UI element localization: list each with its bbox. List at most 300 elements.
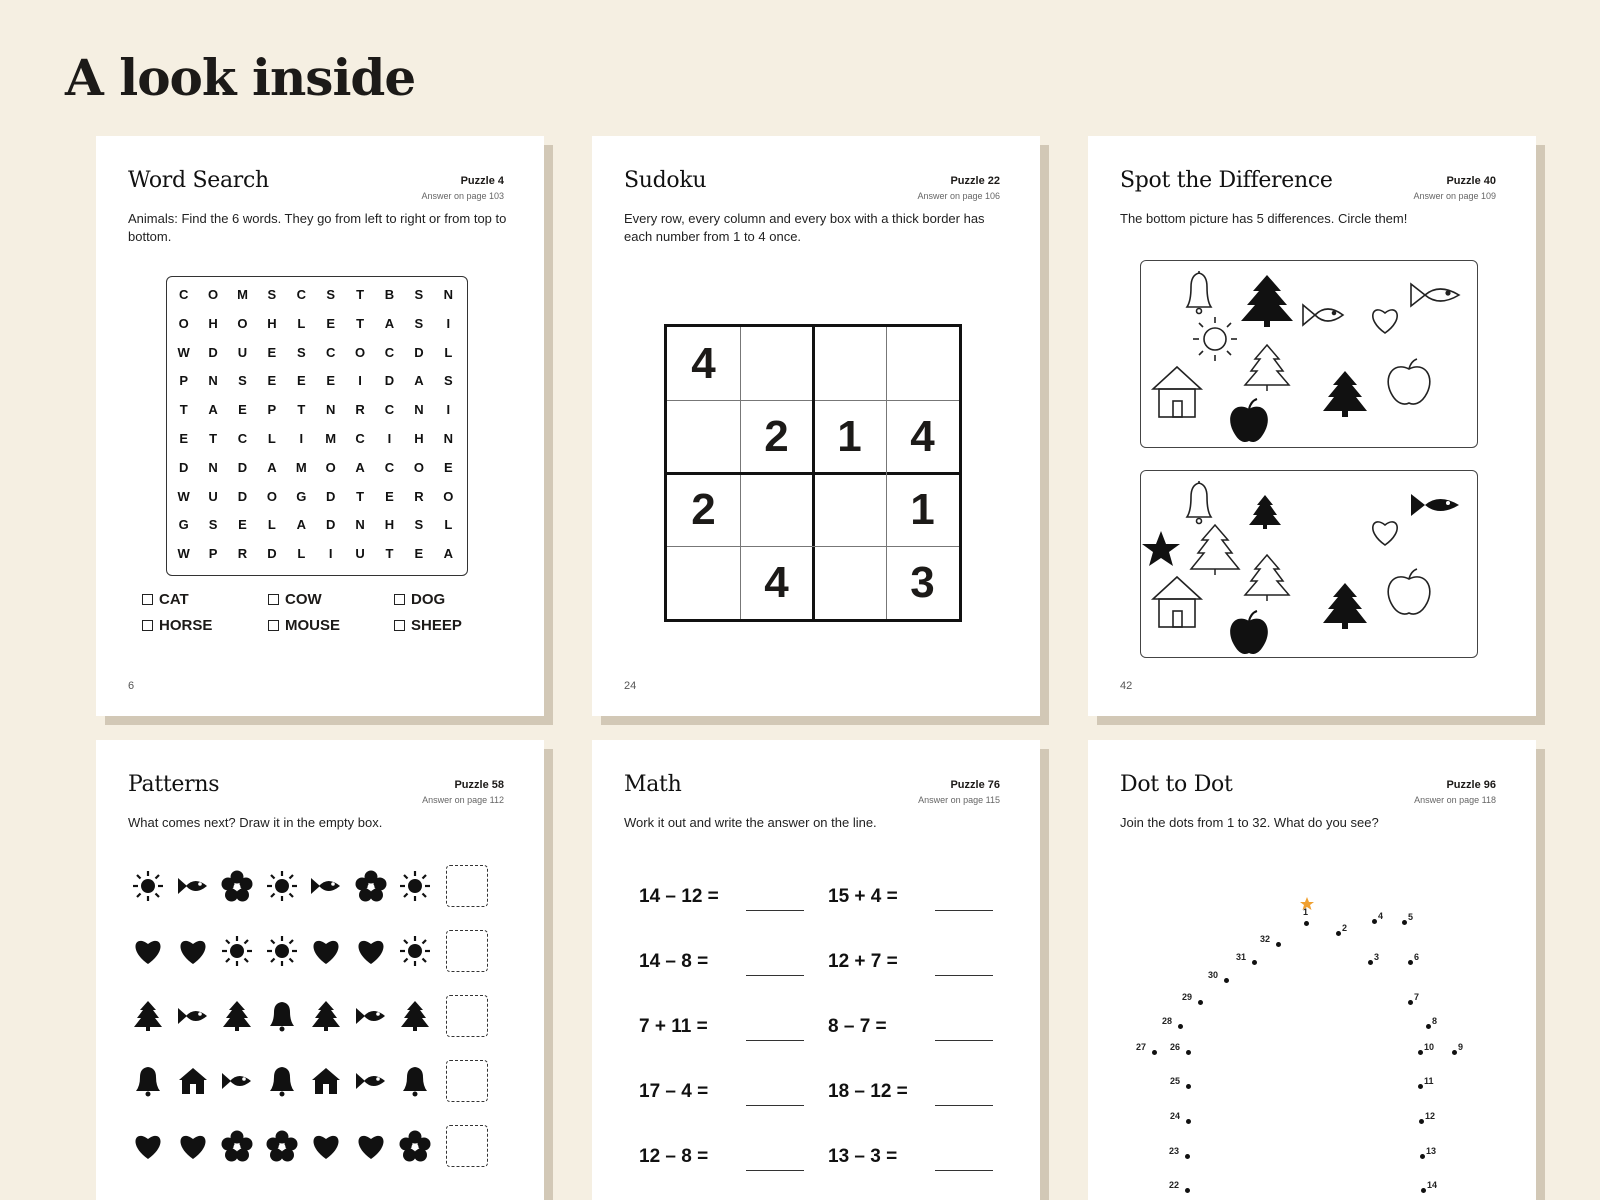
dot-label: 14: [1427, 1180, 1438, 1190]
answer-line[interactable]: [746, 975, 804, 976]
fish-icon: [355, 1065, 387, 1097]
dot: [1372, 919, 1377, 924]
grid-letter: L: [444, 517, 453, 533]
grid-letter: C: [296, 287, 306, 302]
dot-label: 30: [1208, 970, 1219, 980]
answer-line[interactable]: [935, 1170, 993, 1171]
sudoku-cell[interactable]: [740, 327, 813, 400]
dot-label: 11: [1424, 1076, 1434, 1086]
math-problem: 8 – 7 =: [828, 1016, 887, 1037]
dot-label: 12: [1425, 1111, 1436, 1121]
grid-letter: T: [385, 546, 394, 562]
tree-icon: [1191, 525, 1239, 575]
bell-icon: [266, 1065, 298, 1097]
grid-letter: E: [443, 459, 453, 475]
sudoku-cell[interactable]: [667, 400, 740, 473]
grid-letter: R: [414, 488, 424, 504]
grid-letter: L: [444, 344, 453, 360]
grid-letter: E: [267, 344, 277, 360]
dot: [1418, 1050, 1423, 1055]
puzzle-number: Puzzle 58: [454, 779, 504, 791]
dot: [1185, 1154, 1190, 1159]
grid-letter: O: [178, 315, 189, 331]
grid-letter: T: [297, 402, 306, 418]
sudoku-cell[interactable]: [667, 546, 740, 619]
math-problem: 13 – 3 =: [828, 1146, 898, 1167]
dot-label: 23: [1169, 1146, 1180, 1156]
grid-letter: S: [238, 373, 247, 389]
answer-line[interactable]: [935, 1040, 993, 1041]
dot: [1419, 1119, 1424, 1124]
grid-letter: D: [384, 373, 395, 389]
dot-label: 6: [1414, 952, 1420, 962]
word-label: CAT: [159, 591, 189, 608]
sudoku-cell[interactable]: [813, 473, 886, 546]
puzzle-number: Puzzle 4: [460, 175, 504, 187]
answer-box[interactable]: [446, 865, 488, 907]
grid-letter: S: [267, 287, 277, 302]
instructions: What comes next? Draw it in the empty box.: [128, 815, 383, 830]
instructions: Join the dots from 1 to 32. What do you see?: [1120, 815, 1379, 830]
dot: [1186, 1050, 1191, 1055]
sudoku-cell[interactable]: [813, 546, 886, 619]
grid-row: [167, 489, 467, 509]
answer-line[interactable]: [935, 910, 993, 911]
tree-icon: [310, 1000, 342, 1032]
grid-letter: T: [356, 488, 365, 504]
dot: [1186, 1084, 1191, 1089]
apple-icon: [1230, 611, 1268, 654]
dot: [1186, 1119, 1191, 1124]
grid-letter: T: [356, 315, 365, 331]
grid-letter: P: [208, 546, 218, 562]
word-checkbox[interactable]: [142, 620, 153, 631]
grid-letter: U: [355, 546, 365, 562]
bell-icon: [132, 1065, 164, 1097]
house-icon: [177, 1065, 209, 1097]
grid-letter: W: [177, 344, 190, 360]
grid-letter: S: [414, 315, 424, 331]
pattern-row: [132, 864, 492, 908]
pattern-row: [132, 1059, 492, 1103]
heart-icon: [1373, 522, 1397, 545]
page-number: 6: [128, 680, 135, 692]
grid-letter: E: [238, 402, 247, 418]
sudoku-cell: 2: [764, 411, 789, 461]
grid-letter: E: [326, 315, 336, 331]
grid-letter: C: [237, 431, 248, 446]
grid-letter: L: [297, 315, 306, 331]
grid-letter: D: [414, 344, 424, 360]
grid-letter: E: [296, 373, 306, 389]
tree-icon: [221, 1000, 253, 1032]
card-patterns: [96, 740, 544, 1200]
dot-label: 13: [1426, 1146, 1437, 1156]
grid-row: [167, 287, 467, 307]
dot-label: 7: [1414, 992, 1420, 1002]
heart-icon: [355, 1130, 387, 1162]
grid-letter: D: [208, 344, 218, 360]
dot: [1252, 960, 1257, 965]
pattern-row: [132, 1124, 492, 1168]
grid-letter: A: [355, 459, 365, 475]
grid-letter: I: [446, 402, 451, 418]
instructions: The bottom picture has 5 differences. Circle them!: [1120, 211, 1408, 226]
bottom-picture: [1140, 470, 1478, 658]
answer-page: Answer on page 112: [422, 795, 504, 805]
grid-letter: A: [267, 459, 277, 475]
sudoku-cell: 3: [910, 557, 935, 607]
grid-letter: D: [267, 546, 277, 562]
flower-icon: [221, 1130, 253, 1162]
dot: [1336, 931, 1341, 936]
dot-label: 27: [1136, 1042, 1147, 1052]
grid-letter: A: [443, 546, 453, 562]
grid-letter: U: [237, 344, 248, 360]
card-word-search: [96, 136, 544, 716]
page-number: 42: [1120, 680, 1133, 692]
fish-icon: [1411, 284, 1459, 306]
grid-letter: H: [208, 315, 218, 331]
grid-letter: E: [179, 431, 189, 446]
dot-label: 22: [1169, 1180, 1180, 1190]
heart-icon: [132, 1130, 164, 1162]
grid-letter: N: [414, 402, 424, 418]
dot: [1408, 960, 1413, 965]
tree-icon: [1245, 345, 1289, 391]
sun-icon: [399, 935, 431, 967]
grid-letter: C: [384, 402, 395, 418]
grid-row: [167, 431, 467, 451]
grid-letter: P: [179, 373, 189, 389]
grid-row: [167, 373, 467, 393]
word-item: [268, 617, 340, 634]
grid-letter: L: [267, 431, 276, 446]
dot-label: 4: [1378, 911, 1384, 921]
grid-letter: W: [177, 488, 190, 504]
answer-box[interactable]: [446, 930, 488, 972]
fish-icon: [177, 870, 209, 902]
puzzle-number: Puzzle 22: [950, 175, 1000, 187]
word-item: [142, 591, 189, 608]
fish-icon: [1303, 305, 1343, 325]
grid-letter: D: [237, 459, 248, 475]
grid-letter: O: [208, 287, 219, 302]
dot-label: 31: [1236, 952, 1247, 962]
answer-line[interactable]: [935, 975, 993, 976]
dot-label: 28: [1162, 1016, 1173, 1026]
grid-letter: L: [297, 546, 306, 562]
instructions: Work it out and write the answer on the line.: [624, 815, 877, 830]
grid-letter: T: [209, 431, 218, 446]
heart-icon: [177, 935, 209, 967]
dot: [1276, 942, 1281, 947]
grid-letter: A: [208, 402, 218, 418]
grid-letter: O: [355, 344, 366, 360]
grid-letter: A: [414, 373, 424, 389]
grid-row: [167, 402, 467, 422]
card-title: Spot the Difference: [1120, 168, 1333, 193]
sun-icon: [399, 870, 431, 902]
math-problem: 14 – 12 =: [639, 886, 719, 907]
dot: [1198, 1000, 1203, 1005]
dot-label: 29: [1182, 992, 1193, 1002]
grid-letter: M: [295, 459, 307, 475]
grid-letter: O: [413, 459, 424, 475]
grid-letter: D: [237, 488, 248, 504]
sun-icon: [132, 870, 164, 902]
dot: [1421, 1188, 1426, 1193]
sudoku-cell: 4: [691, 338, 716, 388]
word-item: [142, 617, 212, 634]
grid-letter: O: [266, 488, 277, 504]
math-problem: 17 – 4 =: [639, 1081, 709, 1102]
word-checkbox[interactable]: [142, 594, 153, 605]
word-item: [268, 591, 322, 608]
tree-icon: [399, 1000, 431, 1032]
page-title: A look inside: [65, 48, 416, 107]
dot-label: 9: [1458, 1042, 1464, 1052]
answer-line[interactable]: [746, 910, 804, 911]
dot-label: 25: [1170, 1076, 1181, 1086]
card-dot-to-dot: [1088, 740, 1536, 1200]
page-number: 24: [624, 680, 637, 692]
fish-icon: [355, 1000, 387, 1032]
top-picture: [1140, 260, 1478, 448]
grid-row: [167, 517, 467, 537]
flower-icon: [266, 1130, 298, 1162]
answer-line[interactable]: [935, 1105, 993, 1106]
math-problem: 7 + 11 =: [639, 1016, 708, 1037]
bell-icon: [399, 1065, 431, 1097]
grid-letter: W: [177, 546, 190, 562]
dot-label: 8: [1432, 1016, 1438, 1026]
flower-icon: [399, 1130, 431, 1162]
grid-letter: S: [326, 287, 336, 302]
grid-letter: T: [179, 402, 188, 418]
dot: [1418, 1084, 1423, 1089]
card-title: Dot to Dot: [1120, 772, 1233, 797]
grid-letter: C: [326, 344, 336, 360]
grid-letter: N: [208, 373, 218, 389]
dot-label: 2: [1342, 923, 1348, 933]
grid-letter: O: [443, 488, 454, 504]
tree-icon: [1323, 583, 1367, 629]
math-problem: 18 – 12 =: [828, 1081, 908, 1102]
grid-letter: C: [384, 459, 395, 475]
word-checkbox[interactable]: [268, 594, 279, 605]
fish-icon: [177, 1000, 209, 1032]
grid-row: [167, 316, 467, 336]
grid-letter: B: [384, 287, 395, 302]
word-label: DOG: [411, 591, 446, 608]
grid-letter: R: [237, 546, 248, 562]
dot: [1368, 960, 1373, 965]
star-icon: [1142, 531, 1180, 566]
grid-letter: N: [443, 287, 453, 302]
answer-box[interactable]: [446, 1060, 488, 1102]
dot-label: 24: [1170, 1111, 1181, 1121]
apple-icon: [1388, 569, 1430, 614]
card-title: Math: [624, 772, 682, 797]
puzzle-number: Puzzle 96: [1446, 779, 1496, 791]
grid-letter: I: [446, 315, 451, 331]
grid-letter: H: [267, 315, 277, 331]
instructions: Animals: Find the 6 words. They go from left to right or from top to bottom.: [128, 211, 507, 244]
word-checkbox[interactable]: [394, 594, 405, 605]
answer-line[interactable]: [746, 1105, 804, 1106]
sudoku-cell: 4: [764, 557, 789, 607]
grid-letter: I: [299, 431, 304, 446]
math-problem: 12 + 7 =: [828, 951, 898, 972]
word-label: SHEEP: [411, 617, 462, 634]
grid-letter: T: [356, 287, 365, 302]
grid-letter: N: [443, 431, 453, 446]
grid-row: [167, 460, 467, 480]
heart-icon: [1373, 310, 1397, 333]
grid-letter: E: [238, 517, 247, 533]
math-problem: 12 – 8 =: [639, 1146, 709, 1167]
puzzle-number: Puzzle 76: [950, 779, 1000, 791]
pattern-row: [132, 929, 492, 973]
word-item: [394, 591, 445, 608]
dot-label: 5: [1408, 912, 1414, 922]
word-item: [394, 617, 462, 634]
dot-label: 1: [1303, 907, 1309, 917]
heart-icon: [177, 1130, 209, 1162]
fish-icon: [310, 870, 342, 902]
grid-letter: I: [328, 546, 333, 562]
heart-icon: [355, 935, 387, 967]
answer-line[interactable]: [746, 1040, 804, 1041]
word-label: COW: [285, 591, 322, 608]
house-icon: [1153, 577, 1201, 627]
dot: [1408, 1000, 1413, 1005]
grid-letter: O: [237, 315, 248, 331]
instructions: Every row, every column and every box with a thick border has each number from 1 to 4 once.: [624, 211, 985, 244]
answer-line[interactable]: [746, 1170, 804, 1171]
sudoku-cell[interactable]: [740, 473, 813, 546]
grid-letter: E: [326, 373, 336, 389]
heart-icon: [310, 1130, 342, 1162]
grid-letter: S: [414, 517, 424, 533]
card-spot-difference: [1088, 136, 1536, 716]
dot: [1426, 1024, 1431, 1029]
grid-letter: O: [325, 459, 336, 475]
card-title: Patterns: [128, 772, 220, 797]
tree-icon: [1241, 275, 1293, 327]
grid-row: [167, 345, 467, 365]
dot-label: 32: [1260, 934, 1271, 944]
card-math: [592, 740, 1040, 1200]
dot: [1178, 1024, 1183, 1029]
dot: [1185, 1188, 1190, 1193]
grid-letter: G: [296, 488, 307, 504]
dot-label: 10: [1424, 1042, 1435, 1052]
answer-box[interactable]: [446, 995, 488, 1037]
apple-icon: [1388, 359, 1430, 404]
grid-letter: U: [208, 488, 218, 504]
sudoku-cell[interactable]: [813, 327, 886, 400]
tree-icon: [132, 1000, 164, 1032]
house-icon: [310, 1065, 342, 1097]
grid-row: [167, 546, 467, 566]
answer-box[interactable]: [446, 1125, 488, 1167]
grid-letter: S: [414, 287, 424, 302]
pattern-row: [132, 994, 492, 1038]
puzzle-number: Puzzle 40: [1446, 175, 1496, 187]
grid-letter: G: [178, 517, 189, 533]
answer-page: Answer on page 103: [421, 191, 504, 201]
grid-letter: N: [355, 517, 365, 533]
grid-letter: N: [326, 402, 336, 418]
answer-page: Answer on page 115: [918, 795, 1000, 805]
flower-icon: [221, 870, 253, 902]
house-icon: [1153, 367, 1201, 417]
card-title: Word Search: [128, 168, 269, 193]
word-checkbox[interactable]: [268, 620, 279, 631]
answer-page: Answer on page 109: [1413, 191, 1496, 201]
card-title: Sudoku: [624, 168, 707, 193]
answer-page: Answer on page 106: [917, 191, 1000, 201]
grid-letter: M: [325, 431, 337, 446]
fish-icon: [221, 1065, 253, 1097]
sudoku-cell[interactable]: [886, 327, 959, 400]
dot: [1224, 978, 1229, 983]
bell-icon: [1187, 481, 1211, 524]
sudoku-cell: 1: [910, 484, 935, 534]
bell-icon: [266, 1000, 298, 1032]
tree-icon: [1245, 555, 1289, 601]
grid-letter: D: [326, 517, 336, 533]
grid-letter: N: [208, 459, 218, 475]
bell-icon: [1187, 271, 1211, 314]
grid-letter: A: [384, 315, 395, 331]
grid-letter: I: [358, 373, 362, 389]
sudoku-cell: 4: [910, 411, 935, 461]
dot: [1304, 921, 1309, 926]
card-sudoku: [592, 136, 1040, 716]
grid-letter: E: [267, 373, 277, 389]
sun-icon: [221, 935, 253, 967]
grid-letter: R: [355, 402, 365, 418]
math-problem: 14 – 8 =: [639, 951, 709, 972]
sun-icon: [266, 870, 298, 902]
grid-letter: S: [443, 373, 453, 389]
dot: [1152, 1050, 1157, 1055]
grid-letter: P: [267, 402, 277, 418]
grid-letter: S: [296, 344, 306, 360]
word-checkbox[interactable]: [394, 620, 405, 631]
dot-label: 26: [1170, 1042, 1181, 1052]
grid-letter: E: [414, 546, 424, 562]
grid-letter: H: [384, 517, 395, 533]
grid-letter: D: [326, 488, 336, 504]
word-label: HORSE: [159, 617, 213, 634]
grid-letter: E: [385, 488, 394, 504]
grid-letter: H: [414, 431, 424, 446]
apple-icon: [1230, 399, 1268, 442]
grid-letter: I: [387, 431, 392, 446]
sudoku-grid: [664, 324, 962, 622]
tree-icon: [1323, 371, 1367, 417]
fish-icon: [1411, 494, 1459, 516]
grid-letter: D: [179, 459, 189, 475]
grid-letter: C: [179, 287, 189, 302]
sudoku-cell: 1: [837, 411, 862, 461]
dot: [1402, 920, 1407, 925]
grid-letter: C: [355, 431, 365, 446]
